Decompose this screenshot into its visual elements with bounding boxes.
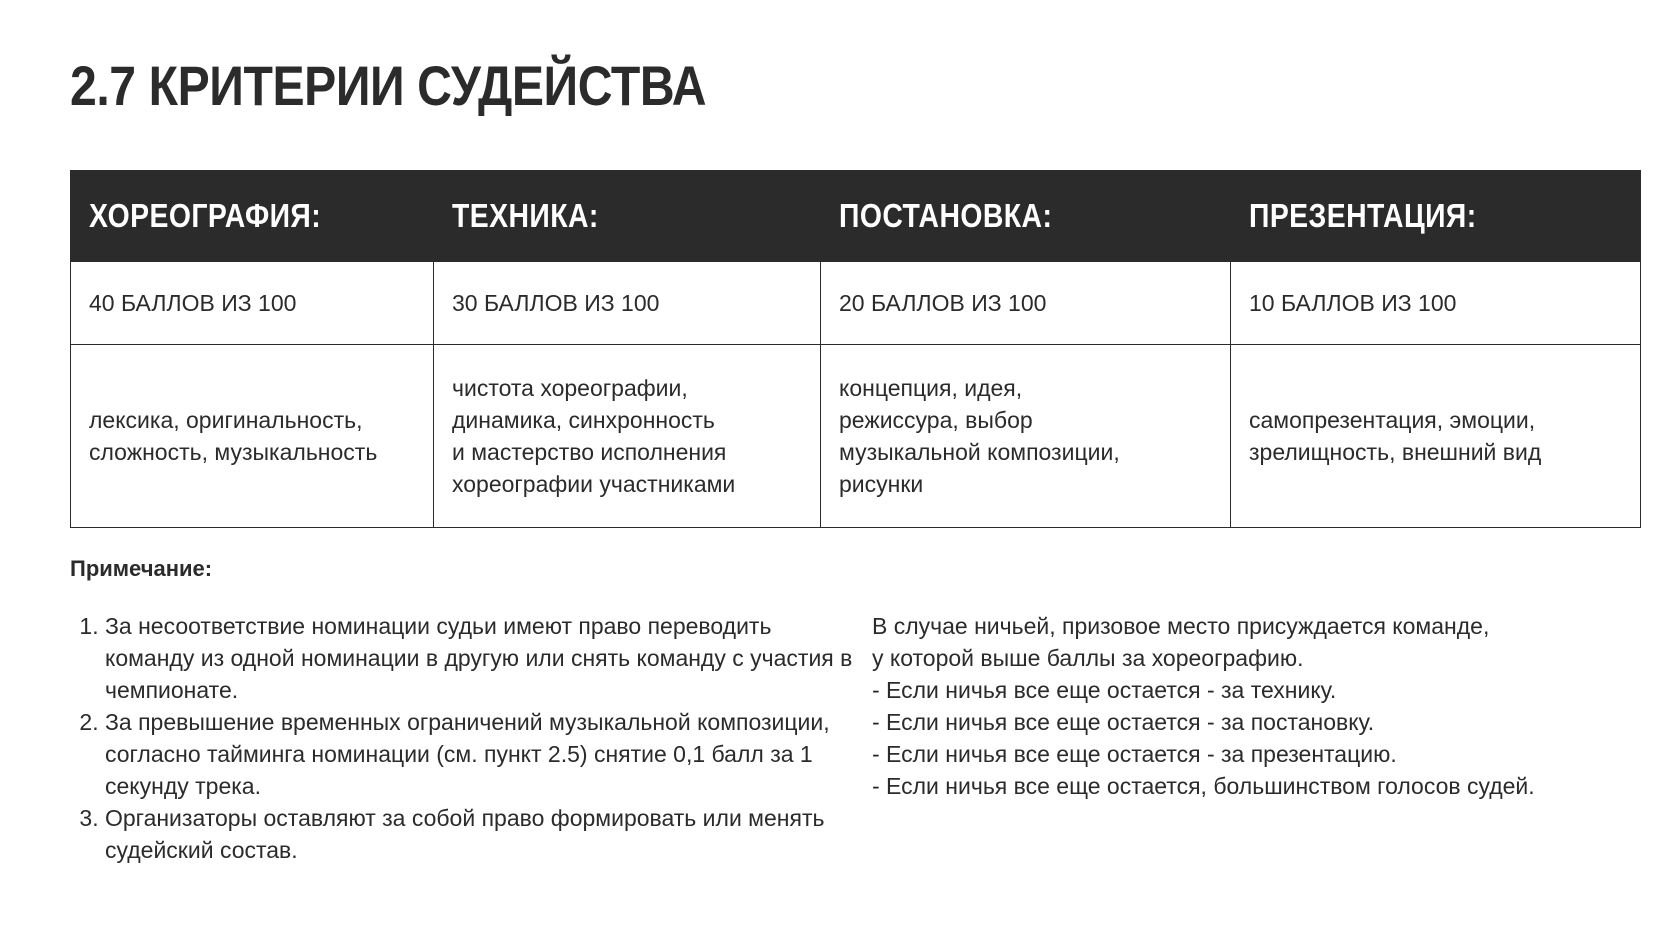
criteria-score-row	[71, 262, 1641, 345]
page-title: 2.7 КРИТЕРИИ СУДЕЙСТВА	[70, 54, 707, 117]
description-presentation: самопрезентация, эмоции, зрелищность, внешний вид	[1231, 345, 1641, 528]
header-staging	[821, 171, 1231, 262]
description-technique: чистота хореографии, динамика, синхронность и мастерство исполнения хореографии участниками	[434, 345, 821, 528]
tie-rule-line: у которой выше баллы за хореографию.	[872, 645, 1304, 671]
criteria-header-row	[71, 171, 1641, 262]
notes-title: Примечание:	[70, 556, 213, 581]
tie-rules	[872, 610, 1632, 802]
tie-rule-line: - Если ничья все еще остается - за технику.	[872, 677, 1337, 703]
header-presentation	[1231, 171, 1641, 262]
header-label: ПРЕЗЕНТАЦИЯ:	[1249, 197, 1477, 234]
note-item: 1. За несоответствие номинации судьи имеют право переводить команду из одной номинации в другую или снять команду с участия в чемпионате.	[105, 610, 865, 706]
score-presentation: 10 БАЛЛОВ ИЗ 100	[1231, 262, 1641, 345]
description-staging: концепция, идея, режиссура, выбор музыкальной композиции, рисунки	[821, 345, 1231, 528]
header-label: ПОСТАНОВКА:	[839, 197, 1053, 234]
header-choreography	[71, 171, 434, 262]
tie-rule-line: - Если ничья все еще остается - за презентацию.	[872, 741, 1397, 767]
header-label: ХОРЕОГРАФИЯ:	[89, 197, 322, 234]
criteria-description-row	[71, 345, 1641, 528]
tie-rule-line: - Если ничья все еще остается - за постановку.	[872, 709, 1375, 735]
tie-rule-line: В случае ничьей, призовое место присуждается команде,	[872, 613, 1490, 639]
header-technique	[434, 171, 821, 262]
note-item: 3. Организаторы оставляют за собой право формировать или менять судейский состав.	[105, 802, 865, 866]
tie-rule-line: - Если ничья все еще остается, большинством голосов судей.	[872, 773, 1535, 799]
description-choreography: лексика, оригинальность, сложность, музыкальность	[71, 345, 434, 528]
score-staging: 20 БАЛЛОВ ИЗ 100	[821, 262, 1231, 345]
notes-list	[70, 610, 865, 866]
note-item: 2. За превышение временных ограничений музыкальной композиции, согласно тайминга номинации (см. пункт 2.5) снятие 0,1 балл за 1 секунду трека.	[105, 706, 865, 802]
score-choreography: 40 БАЛЛОВ ИЗ 100	[71, 262, 434, 345]
criteria-table	[70, 170, 1641, 528]
header-label: ТЕХНИКА:	[452, 197, 599, 234]
score-technique: 30 БАЛЛОВ ИЗ 100	[434, 262, 821, 345]
